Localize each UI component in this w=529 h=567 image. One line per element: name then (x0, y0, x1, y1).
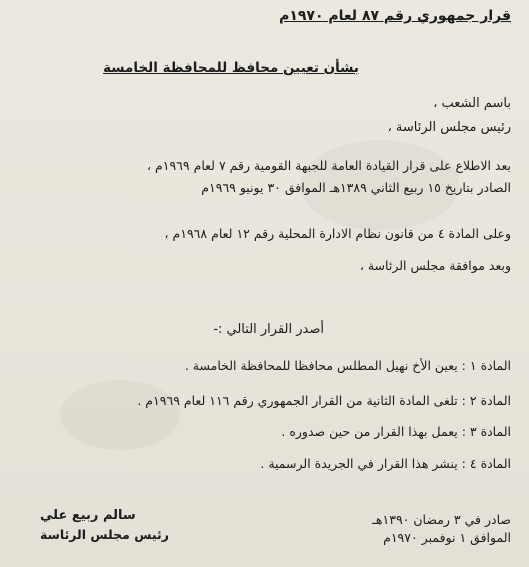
article-line: المادة ٤ : ينشر هذا القرار في الجريدة الرسمية . (260, 456, 511, 471)
decree-intro: أصدر القرار التالي :- (213, 322, 324, 337)
in-name-of-people: باسم الشعب ، (433, 96, 511, 111)
preamble-line: وعلى المادة ٤ من قانون نظام الادارة المحلية رقم ١٢ لعام ١٩٦٨م ، (164, 226, 511, 241)
signatory-name: سالم ربيع علي (40, 508, 136, 523)
council-head-line: رئيس مجلس الرئاسة ، (387, 120, 511, 135)
preamble-line: الصادر بتاريخ ١٥ ربيع الثاني ١٣٨٩هـ الموافق ٣٠ يونيو ١٩٦٩م (201, 180, 511, 195)
article-line: المادة ١ : يعين الأخ نهيل المطلس محافظا للمحافظة الخامسة . (184, 358, 511, 373)
decree-subject: بشأن تعيين محافظ للمحافظة الخامسة (103, 60, 359, 76)
paper-stain (60, 380, 180, 450)
preamble-line: بعد الاطلاع على قرار القيادة العامة للجبهة القومية رقم ٧ لعام ١٩٦٩م ، (147, 158, 511, 173)
article-line: المادة ٣ : يعمل بهذا القرار من حين صدوره . (281, 424, 511, 439)
decree-title: قرار جمهوري رقم ٨٧ لعام ١٩٧٠م (279, 8, 511, 24)
issued-hijri-date: صادر في ٣ رمضان ١٣٩٠هـ (372, 512, 511, 527)
signatory-title: رئيس مجلس الرئاسة (40, 527, 169, 542)
issued-gregorian-date: الموافق ١ نوفمبر ١٩٧٠م (383, 530, 511, 545)
preamble-line: وبعد موافقة مجلس الرئاسة ، (359, 258, 511, 273)
article-line: المادة ٢ : تلغى المادة الثانية من القرار الجمهوري رقم ١١٦ لعام ١٩٦٩م . (137, 393, 511, 408)
